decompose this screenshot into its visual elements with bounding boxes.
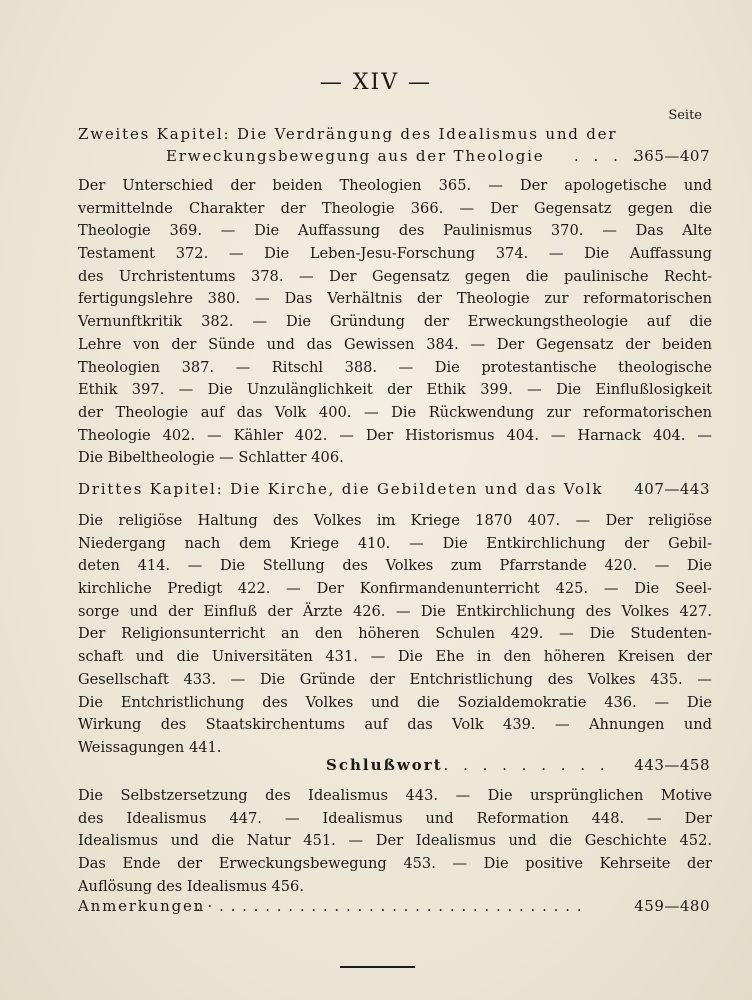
closing-rule bbox=[340, 966, 415, 968]
text-line: Wirkung des Staatskirchentums auf das Volk 439. — Ahnungen und bbox=[78, 716, 712, 734]
text-line: kirchliche Predigt 422. — Der Konfirmandenunterricht 425. — Die Seel- bbox=[78, 580, 712, 598]
schlusswort-contents bbox=[78, 785, 712, 898]
text-line: Die Bibeltheologie — Schlatter 406. bbox=[78, 449, 344, 467]
text-line: sorge und der Einfluß der Ärzte 426. — Die Entkirchlichung des Volkes 427. bbox=[78, 602, 712, 620]
text-line: des Idealismus 447. — Idealismus und Reformation 448. — Der bbox=[78, 809, 712, 827]
schlusswort-leader-dots: . . . . . . . . . . bbox=[424, 756, 610, 774]
page-number: — XIV — bbox=[319, 70, 433, 95]
text-line: Der Religionsunterricht an den höheren Schulen 429. — Die Studenten- bbox=[78, 625, 712, 643]
text-line: Testament 372. — Die Leben-Jesu-Forschung 374. — Die Auffassung bbox=[78, 245, 712, 263]
text-line: Auflösung des Idealismus 456. bbox=[78, 877, 304, 895]
schlusswort-pages: 443—458 bbox=[634, 756, 710, 774]
text-line: Die Selbstzersetzung des Idealismus 443. — Die ursprünglichen Motive bbox=[78, 787, 712, 804]
text-line: Niedergang nach dem Kriege 410. — Die Entkirchlichung der Gebil- bbox=[78, 534, 712, 552]
chapter2-title-text: Erweckungsbewegung aus der Theologie bbox=[166, 147, 545, 165]
text-line: fertigungslehre 380. — Das Verhältnis der Theologie zur reformatorischen bbox=[78, 290, 712, 308]
text-line: Weissagungen 441. bbox=[78, 738, 222, 756]
text-line: vermittelnde Charakter der Theologie 366. — Der Gegensatz gegen die bbox=[78, 199, 712, 217]
text-line: Gesellschaft 433. — Die Gründe der Entchristlichung des Volkes 435. — bbox=[78, 670, 712, 688]
chapter2-title-line2 bbox=[78, 147, 710, 171]
text-line: Theologie 369. — Die Auffassung des Paulinismus 370. — Das Alte bbox=[78, 222, 712, 240]
schlusswort-heading bbox=[78, 756, 710, 780]
chapter3-pages: 407—443 bbox=[634, 480, 710, 498]
text-line: Die religiöse Haltung des Volkes im Kriege 1870 407. — Der religiöse bbox=[78, 512, 712, 529]
text-line: Idealismus und die Natur 451. — Der Idealismus und die Geschichte 452. bbox=[78, 832, 712, 850]
chapter2-contents bbox=[78, 175, 712, 470]
chapter3-heading bbox=[78, 480, 710, 504]
text-line: Die Entchristlichung des Volkes und die Sozialdemokratie 436. — Die bbox=[78, 693, 712, 711]
anmerkungen-heading bbox=[78, 897, 710, 921]
schlusswort-title: Schlußwort bbox=[326, 756, 443, 774]
text-line: Der Unterschied der beiden Theologien 365. — Der apologetische und bbox=[78, 177, 712, 194]
text-line: Ethik 397. — Die Unzulänglichkeit der Ethik 399. — Die Einflußlosigkeit bbox=[78, 381, 712, 399]
text-line: Theologie 402. — Kähler 402. — Der Historismus 404. — Harnack 404. — bbox=[78, 426, 712, 444]
text-line: Das Ende der Erweckungsbewegung 453. — Die positive Kehrseite der bbox=[78, 855, 712, 873]
text-line: der Theologie auf das Volk 400. — Die Rückwendung zur reformatorischen bbox=[78, 403, 712, 421]
seite-label: Seite bbox=[668, 108, 702, 123]
anmerkungen-title: Anmerkungen bbox=[78, 897, 206, 915]
chapter3-title: Drittes Kapitel: Die Kirche, die Gebildeten und das Volk bbox=[78, 480, 604, 498]
chapter2-leader-dots: . . . . bbox=[574, 147, 643, 165]
text-line: Lehre von der Sünde und das Gewissen 384. — Der Gegensatz der beiden bbox=[78, 335, 712, 353]
chapter3-contents bbox=[78, 510, 712, 760]
text-line: Vernunftkritik 382. — Die Gründung der Erweckungstheologie auf die bbox=[78, 313, 712, 331]
anmerkungen-pages: 459—480 bbox=[634, 897, 710, 915]
text-line: deten 414. — Die Stellung des Volkes zum Pfarrstande 420. — Die bbox=[78, 557, 712, 575]
text-line: Theologien 387. — Ritschl 388. — Die protestantische theologische bbox=[78, 358, 712, 376]
anmerkungen-leader-dots: . · . . . . . . . . . . . . . . . . . . . . . . . . . . . . . . . . bbox=[196, 897, 583, 915]
chapter2-title-line1: Zweites Kapitel: Die Verdrängung des Idealismus und der bbox=[78, 125, 618, 143]
chapter2-pages: 365—407 bbox=[634, 147, 710, 165]
text-line: des Urchristentums 378. — Der Gegensatz gegen die paulinische Recht- bbox=[78, 267, 712, 285]
text-line: schaft und die Universitäten 431. — Die Ehe in den höheren Kreisen der bbox=[78, 648, 712, 666]
